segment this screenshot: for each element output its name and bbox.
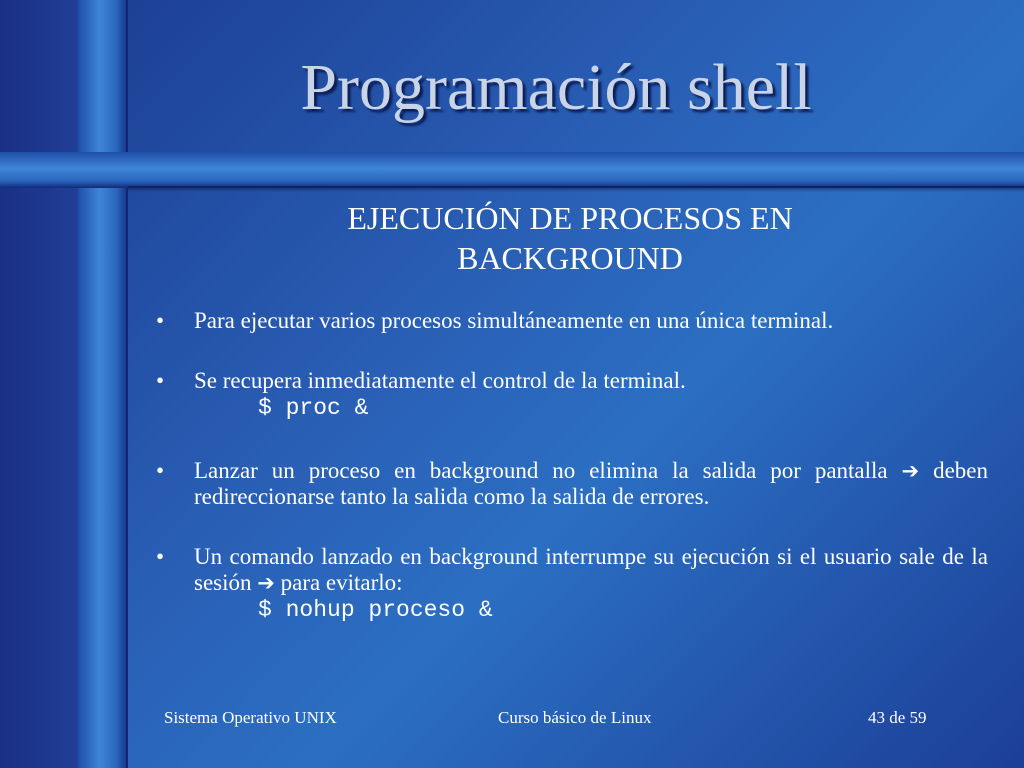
- bullet-text: para evitarlo:: [274, 570, 403, 595]
- bullet-item: [150, 308, 988, 334]
- bullet-text: Un comando lanzado en background interrumpe su ejecución si el usuario sale de la sesión: [194, 544, 988, 595]
- bullet-text: Lanzar un proceso en background no elimina la salida por pantalla: [194, 458, 902, 483]
- code-example: $ proc &: [258, 395, 369, 421]
- slide-subtitle: [160, 198, 980, 278]
- footer-left: Sistema Operativo UNIX: [164, 708, 337, 727]
- subtitle-line-2: BACKGROUND: [457, 240, 683, 276]
- right-arrow-icon: ➔: [901, 459, 920, 483]
- subtitle-line-1: EJECUCIÓN DE PROCESOS EN: [347, 200, 793, 236]
- bullet-text: Se recupera inmediatamente el control de la terminal.: [194, 368, 686, 393]
- bullet-item: [150, 544, 988, 596]
- bullet-text: Para ejecutar varios procesos simultáneamente en una única terminal.: [194, 308, 834, 333]
- code-example: $ nohup proceso &: [258, 597, 493, 623]
- bullet-marker: •: [156, 368, 165, 393]
- bullet-marker: •: [156, 458, 165, 483]
- right-arrow-icon: ➔: [257, 571, 275, 595]
- footer-center: Curso básico de Linux: [498, 708, 652, 727]
- slide-title: Programación shell: [300, 51, 812, 124]
- bullet-text: deben redireccionarse tanto la salida como la salida de errores.: [194, 458, 989, 509]
- bullet-marker: •: [156, 544, 165, 569]
- bullet-item: [150, 368, 988, 394]
- vertical-decor-bar: [78, 0, 126, 768]
- footer-page-number: 43 de 59: [868, 708, 927, 727]
- horizontal-decor-bar: [0, 152, 1024, 188]
- bullet-list: [150, 308, 988, 624]
- bullet-item: [150, 458, 988, 510]
- bullet-marker: •: [156, 308, 165, 333]
- decor-shadow: [128, 186, 1024, 192]
